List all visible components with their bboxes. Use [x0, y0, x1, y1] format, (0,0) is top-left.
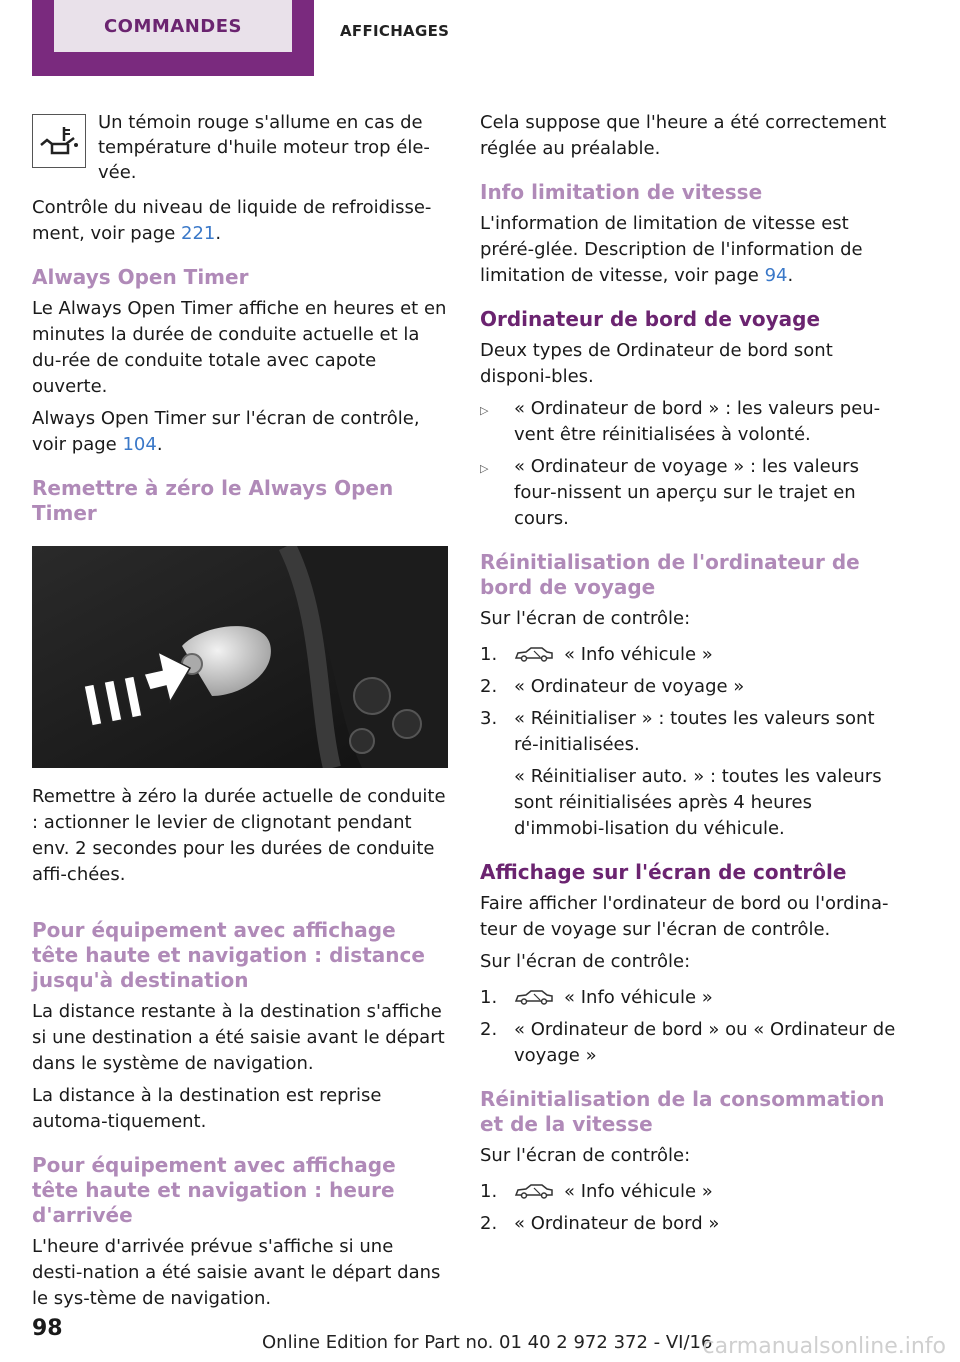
list-item-text: « Ordinateur de bord » : les valeurs peu‐vent être réinitialisées à volonté.	[514, 398, 881, 445]
edition-footer: Online Edition for Part no. 01 40 2 972 372 - VI/16	[262, 1332, 713, 1353]
distance-paragraph-1: La distance restante à la destination s'affiche si une destination a été saisie avant le départ dans le système de navigation.	[32, 1001, 445, 1074]
tab-commandes-label: COMMANDES	[103, 15, 243, 37]
timer-heading: Always Open Timer	[32, 265, 249, 289]
display-intro: Sur l'écran de contrôle:	[480, 951, 691, 972]
distance-paragraph-2: La distance à la destination est reprise automa‐tiquement.	[32, 1085, 382, 1132]
speed-limit-page-link[interactable]: 94	[764, 265, 788, 286]
left-column	[32, 110, 448, 1318]
reset-trip-intro: Sur l'écran de contrôle:	[480, 608, 691, 629]
consumption-intro: Sur l'écran de contrôle:	[480, 1145, 691, 1166]
step-text[interactable]: « Info véhicule »	[564, 644, 713, 665]
warning-block	[32, 110, 448, 185]
step-number: 3.	[480, 708, 498, 729]
reset-timer-paragraph: Remettre à zéro la durée actuelle de conduite : actionner le levier de clignotant pendant env. 2 secondes pour les durées de conduite affi‐chées.	[32, 786, 446, 885]
arrival-paragraph: L'heure d'arrivée prévue s'affiche si une desti‐nation a été saisie avant le départ dans le sys‐tème de navigation.	[32, 1236, 441, 1309]
car-icon	[514, 989, 554, 1005]
timer-page-link[interactable]: 104	[122, 434, 157, 455]
right-column	[480, 110, 896, 1243]
intro-paragraph: Cela suppose que l'heure a été correctement réglée au préalable.	[480, 112, 887, 159]
step-text[interactable]: « Réinitialiser » : toutes les valeurs sont ré‐initialisées.	[514, 708, 875, 755]
oil-temperature-warning-icon	[32, 114, 86, 168]
reset-timer-heading: Remettre à zéro le Always Open Timer	[32, 476, 394, 525]
bullet-triangle-icon: ▷	[480, 462, 489, 475]
arrival-heading: Pour équipement avec affichage tête haute et navigation : heure d'arrivée	[32, 1153, 396, 1227]
consumption-heading: Réinitialisation de la consommation et de la vitesse	[480, 1087, 885, 1136]
step-item	[480, 1211, 896, 1237]
distance-heading: Pour équipement avec affichage tête haute et navigation : distance jusqu'à destination	[32, 918, 425, 992]
step-item	[480, 674, 896, 700]
list-item	[480, 396, 896, 448]
display-heading: Affichage sur l'écran de contrôle	[480, 860, 847, 884]
page-number: 98	[32, 1316, 63, 1341]
trip-computer-paragraph: Deux types de Ordinateur de bord sont disponi‐bles.	[480, 340, 833, 387]
coolant-paragraph: Contrôle du niveau de liquide de refroidisse‐ment, voir page 221.	[32, 197, 432, 244]
step-text[interactable]: « Info véhicule »	[564, 987, 713, 1008]
step-item	[480, 706, 896, 842]
speed-limit-heading: Info limitation de vitesse	[480, 180, 763, 204]
step-number: 2.	[480, 676, 498, 697]
bullet-triangle-icon: ▷	[480, 404, 489, 417]
timer-text-2: Always Open Timer sur l'écran de contrôle, voir page	[32, 408, 420, 455]
step-item	[480, 1179, 896, 1205]
step-item	[480, 1017, 896, 1069]
timer-paragraph-2: Always Open Timer sur l'écran de contrôle, voir page 104.	[32, 408, 420, 455]
step-item	[480, 642, 896, 668]
car-icon	[514, 646, 554, 662]
step-number: 1.	[480, 644, 498, 665]
tab-affichages[interactable]: AFFICHAGES	[340, 22, 450, 40]
step-text[interactable]: « Info véhicule »	[564, 1181, 713, 1202]
trip-computer-heading: Ordinateur de bord de voyage	[480, 307, 821, 331]
speed-limit-text: L'information de limitation de vitesse est préré‐glée. Description de l'information de limitation de vitesse, voir page	[480, 213, 863, 286]
consumption-steps	[480, 1179, 896, 1237]
header-tabs	[32, 0, 472, 76]
turn-signal-lever-photo	[32, 546, 448, 768]
step-text[interactable]: « Ordinateur de voyage »	[514, 676, 745, 697]
watermark: carmanualsonline.info	[702, 1334, 946, 1359]
step-number: 2.	[480, 1019, 498, 1040]
display-paragraph: Faire afficher l'ordinateur de bord ou l'ordina‐teur de voyage sur l'écran de contrôle.	[480, 893, 889, 940]
list-item	[480, 454, 896, 532]
display-steps	[480, 985, 896, 1069]
reset-trip-steps	[480, 642, 896, 842]
reset-trip-heading: Réinitialisation de l'ordinateur de bord de voyage	[480, 550, 860, 599]
step-number: 2.	[480, 1213, 498, 1234]
coolant-text: Contrôle du niveau de liquide de refroidisse‐ment, voir page	[32, 197, 432, 244]
tab-commandes[interactable]	[32, 0, 314, 76]
warning-text: Un témoin rouge s'allume en cas de température d'huile moteur trop éle‐vée.	[98, 112, 430, 183]
step-number: 1.	[480, 1181, 498, 1202]
step-text[interactable]: « Ordinateur de bord » ou « Ordinateur de voyage »	[514, 1019, 896, 1066]
timer-paragraph-1: Le Always Open Timer affiche en heures et en minutes la durée de conduite actuelle et la du‐rée de conduite totale avec capote ouverte.	[32, 298, 447, 397]
trip-computer-list	[480, 396, 896, 532]
step-number: 1.	[480, 987, 498, 1008]
speed-limit-paragraph: L'information de limitation de vitesse est préré‐glée. Description de l'information de limitation de vitesse, voir page 94.	[480, 213, 863, 286]
step-item	[480, 985, 896, 1011]
car-icon	[514, 1183, 554, 1199]
step-substep[interactable]: « Réinitialiser auto. » : toutes les valeurs sont réinitialisées après 4 heures d'immobi‐lisation du véhicule.	[514, 766, 882, 839]
list-item-text: « Ordinateur de voyage » : les valeurs four‐nissent un aperçu sur le trajet en cours.	[514, 456, 859, 529]
coolant-page-link[interactable]: 221	[181, 223, 216, 244]
step-text[interactable]: « Ordinateur de bord »	[514, 1213, 720, 1234]
